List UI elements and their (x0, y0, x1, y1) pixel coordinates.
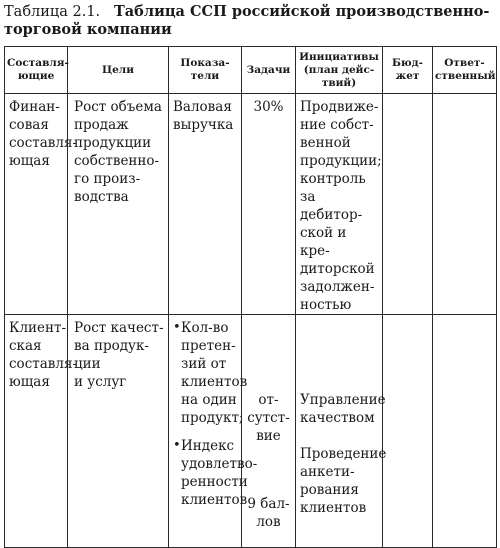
component-text: Финан- совая составля- ющая (9, 99, 78, 169)
table-header-row (5, 47, 497, 94)
cell-budget (383, 315, 433, 548)
table-row-customer (5, 315, 497, 548)
cell-component (5, 315, 78, 548)
bsc-table (4, 46, 497, 548)
cell-goal (68, 94, 169, 315)
column-header-initiatives: Инициативы (план дейс- твий) (296, 47, 383, 94)
bullet-icon: • (173, 320, 181, 335)
cell-initiative (296, 94, 383, 315)
cell-responsible (433, 315, 497, 548)
initiative-text: Управление качеством (300, 392, 386, 426)
column-header-goals: Цели (68, 47, 169, 94)
cell-task (242, 315, 296, 548)
table-title: Таблица ССП российской производственно-торговой компании (4, 3, 490, 38)
cell-initiative (296, 315, 387, 548)
table-row-financial (5, 94, 497, 315)
task-text: от- сутст- вие (247, 392, 290, 444)
table-caption (4, 3, 496, 39)
budget-text (383, 315, 432, 319)
cell-responsible (433, 94, 497, 315)
component-text: Клиент- ская составля- ющая (9, 320, 78, 390)
indicator-item (173, 319, 248, 427)
initiative-text: Проведение анкети- рования клиентов (300, 446, 387, 516)
goal-text: Рост объема продаж продукции собственно- го произ- водства (74, 99, 162, 205)
indicator-text: Индекс удовлетво- ренности клиентов (181, 438, 258, 508)
indicator-text: Валовая выручка (173, 99, 234, 133)
table-number: Таблица 2.1. (4, 4, 101, 20)
cell-indicator (169, 315, 258, 548)
task-text: 9 бал- лов (247, 496, 290, 530)
column-header-indicators: Показа- тели (169, 47, 242, 94)
initiative-text: Продвиже- ние собст- венной продукции; контроль за дебитор- ской и кре- диторской задолжен- ностью (300, 99, 382, 313)
column-header-budget: Бюд- жет (383, 47, 433, 94)
indicator-text: Кол-во претен- зий от клиентов на один продукт; (181, 320, 248, 426)
budget-text (383, 94, 432, 98)
column-header-component: Составля- ющие (5, 47, 68, 94)
responsible-text (433, 94, 496, 98)
column-header-tasks: Задачи (242, 47, 296, 94)
goal-text: Рост качест- ва продук- ции и услуг (74, 320, 164, 390)
bullet-icon: • (173, 438, 181, 453)
cell-indicator (169, 94, 242, 315)
cell-budget (383, 94, 433, 315)
cell-task (242, 94, 296, 315)
cell-component (5, 94, 78, 315)
task-text: 30% (253, 99, 284, 115)
column-header-responsible: Ответ- ственный (433, 47, 497, 94)
cell-goal (68, 315, 169, 548)
responsible-text (433, 315, 496, 319)
indicator-item (173, 437, 258, 509)
